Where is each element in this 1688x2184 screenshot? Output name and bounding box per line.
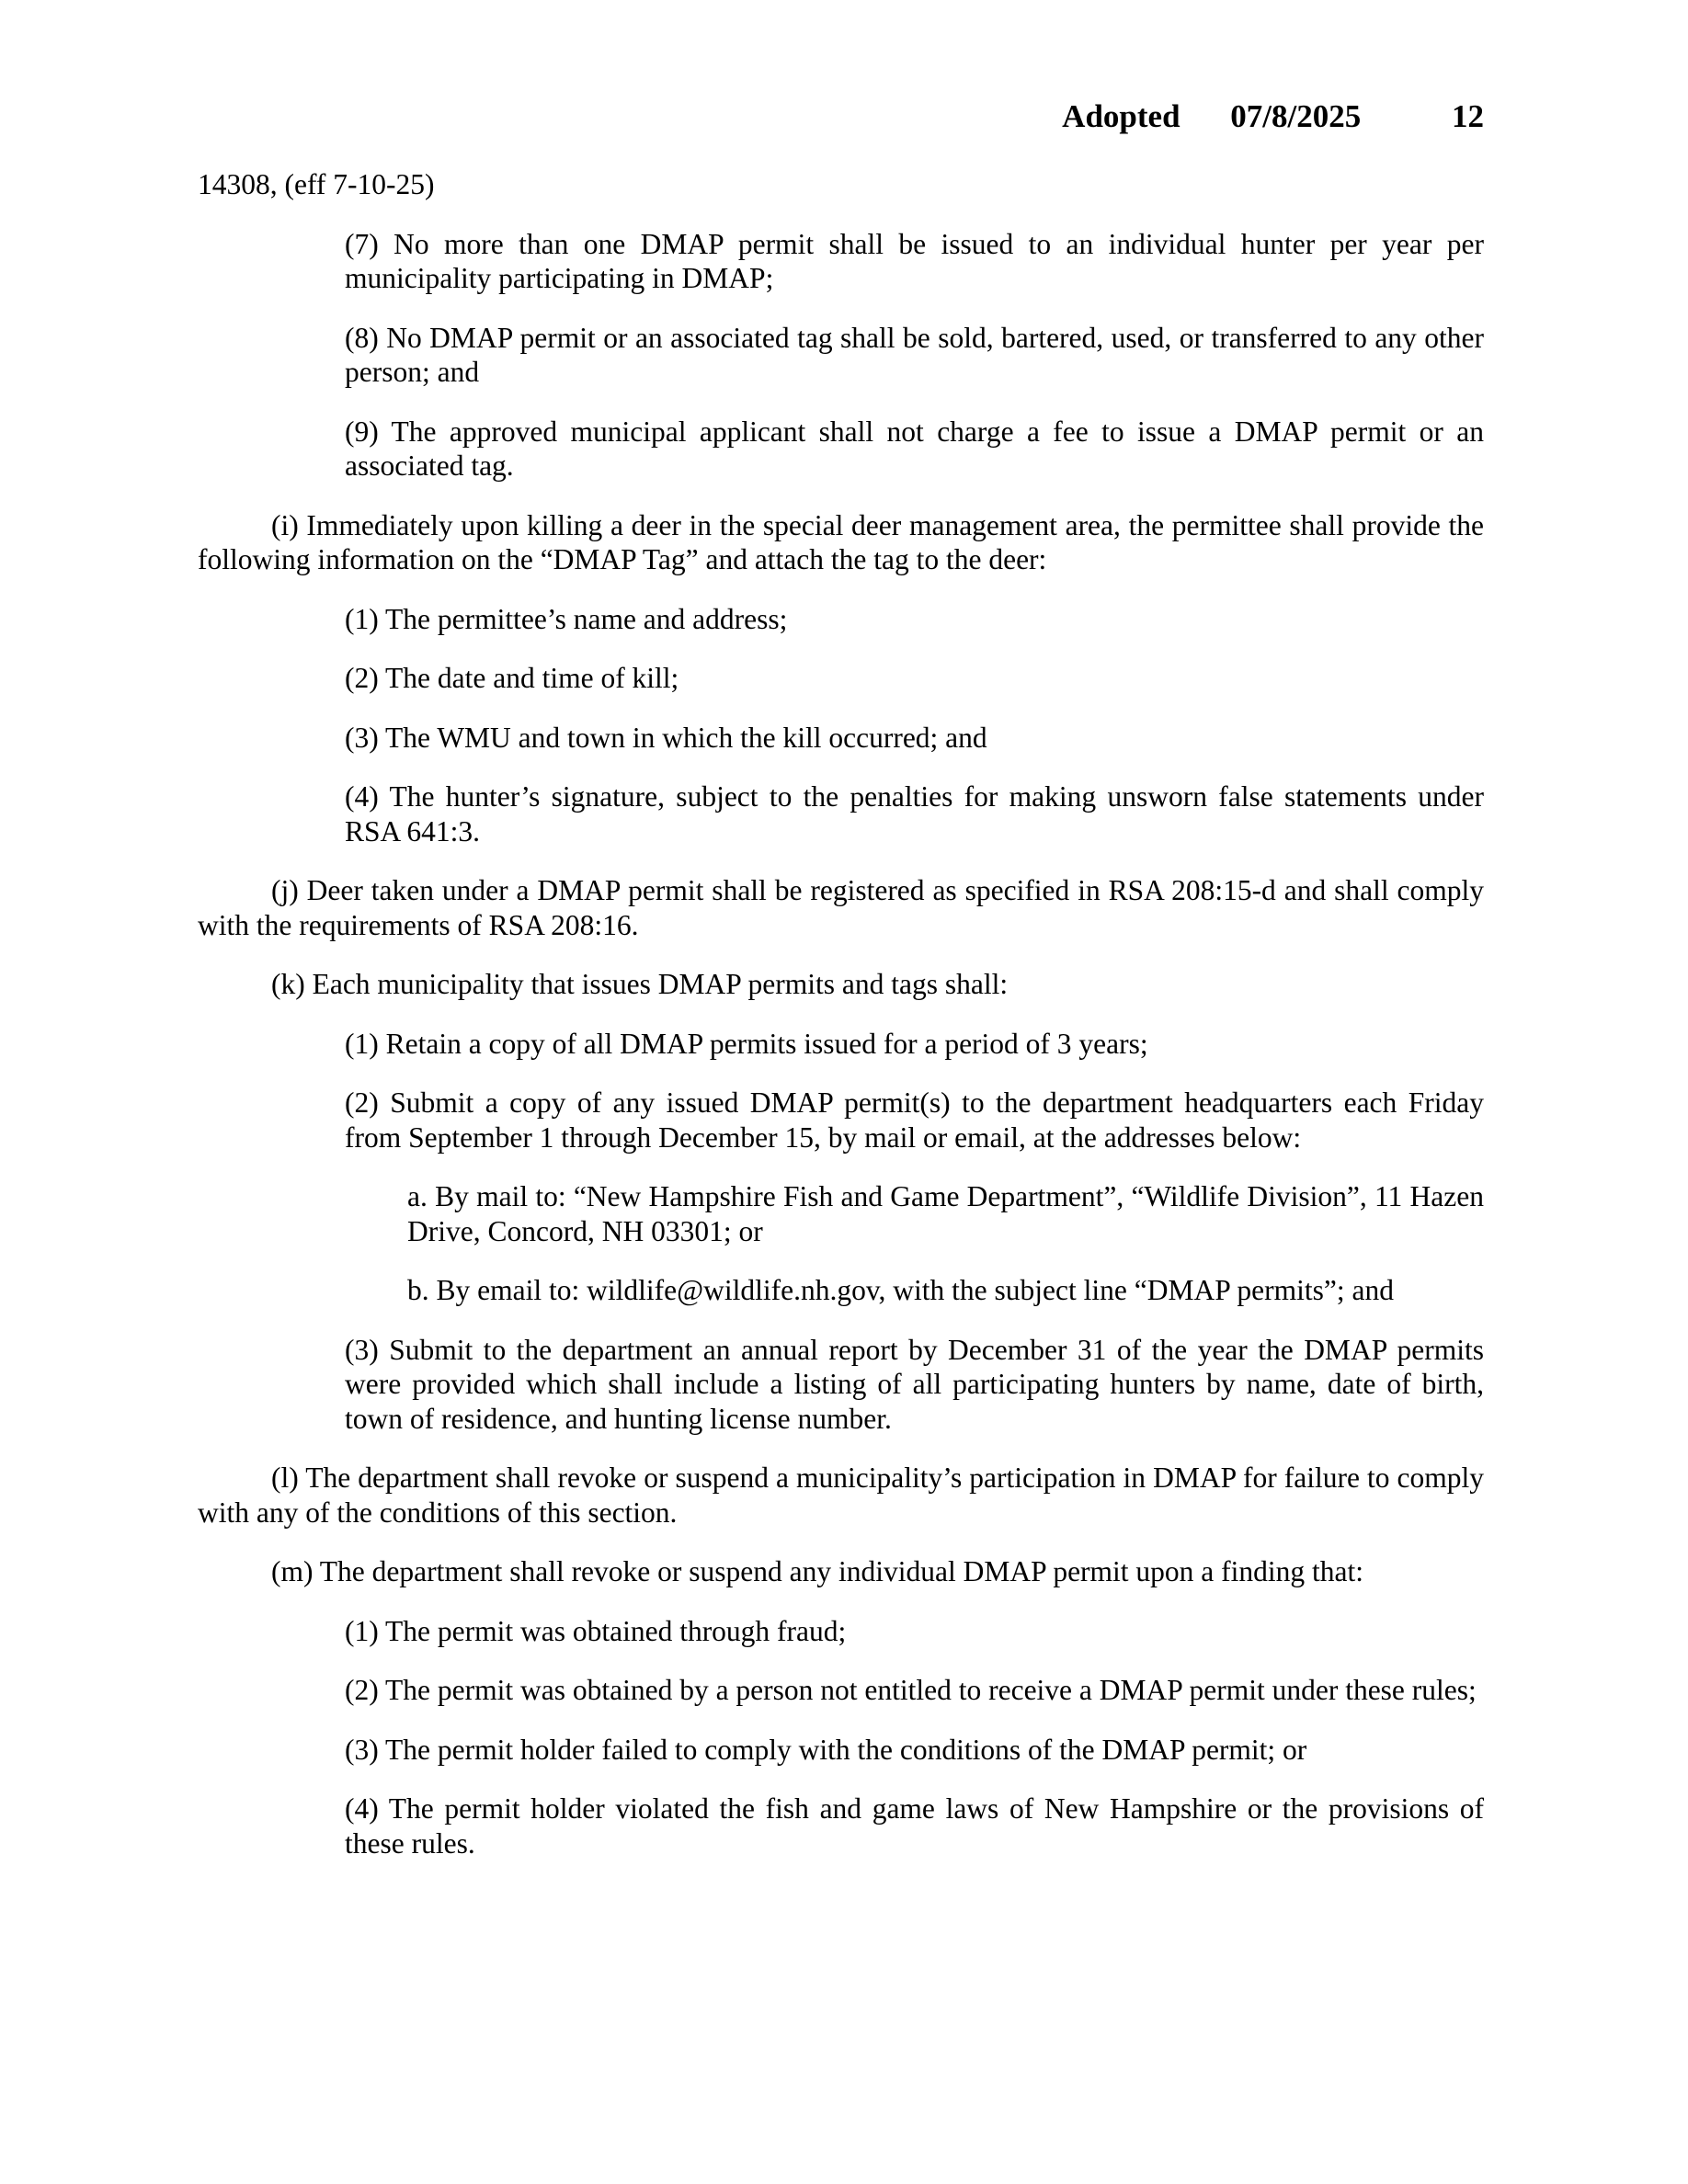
paragraph-h7: (7) No more than one DMAP permit shall be issued to an individual hunter per year per municipality participating in DMAP; <box>345 227 1484 294</box>
paragraph-k2a: a. By mail to: “New Hampshire Fish and Game Department”, “Wildlife Division”, 11 Hazen Drive, Concord, NH 03301; or <box>407 1180 1484 1247</box>
paragraph-i: (i) Immediately upon killing a deer in the special deer management area, the permittee shall provide the following information on the “DMAP Tag” and attach the tag to the deer: <box>198 508 1484 575</box>
paragraph-m: (m) The department shall revoke or suspend any individual DMAP permit upon a finding that: <box>271 1555 1364 1587</box>
paragraph-m4: (4) The permit holder violated the fish and game laws of New Hampshire or the provisions of these rules. <box>345 1792 1484 1860</box>
adopted-date: 07/8/2025 <box>1230 98 1362 134</box>
page-number: 12 <box>1452 98 1484 134</box>
paragraph-k1: (1) Retain a copy of all DMAP permits issued for a period of 3 years; <box>345 1027 1148 1060</box>
document-body <box>198 167 1484 1885</box>
paragraph-k3: (3) Submit to the department an annual report by December 31 of the year the DMAP permits were provided which shall include a listing of all participating hunters by name, date of birth, town of residence, and hunting license number. <box>345 1333 1484 1435</box>
paragraph-i1: (1) The permittee’s name and address; <box>345 602 788 635</box>
paragraph-h9: (9) The approved municipal applicant shall not charge a fee to issue a DMAP permit or an associated tag. <box>345 415 1484 482</box>
paragraph-l: (l) The department shall revoke or suspend a municipality’s participation in DMAP for failure to comply with any of the conditions of this section. <box>198 1462 1484 1529</box>
adopted-label: Adopted <box>1062 98 1180 134</box>
paragraph-m1: (1) The permit was obtained through fraud; <box>345 1614 847 1647</box>
paragraph-h8: (8) No DMAP permit or an associated tag shall be sold, bartered, used, or transferred to any other person; and <box>345 321 1484 388</box>
paragraph-i3: (3) The WMU and town in which the kill occurred; and <box>345 721 987 754</box>
paragraph-k2b: b. By email to: wildlife@wildlife.nh.gov, with the subject line “DMAP permits”; and <box>407 1274 1394 1306</box>
paragraph-i2: (2) The date and time of kill; <box>345 662 679 694</box>
continuation-line: 14308, (eff 7-10-25) <box>198 168 435 200</box>
paragraph-m2: (2) The permit was obtained by a person not entitled to receive a DMAP permit under these rules; <box>345 1674 1477 1706</box>
paragraph-k: (k) Each municipality that issues DMAP permits and tags shall: <box>271 968 1009 1000</box>
paragraph-k2: (2) Submit a copy of any issued DMAP permit(s) to the department headquarters each Friday from September 1 through December 15, by mail or email, at the addresses below: <box>345 1086 1484 1154</box>
page-header <box>1062 97 1484 136</box>
paragraph-i4: (4) The hunter’s signature, subject to the penalties for making unsworn false statements under RSA 641:3. <box>345 780 1484 847</box>
paragraph-m3: (3) The permit holder failed to comply with the conditions of the DMAP permit; or <box>345 1733 1307 1766</box>
paragraph-j: (j) Deer taken under a DMAP permit shall be registered as specified in RSA 208:15-d and shall comply with the requirements of RSA 208:16. <box>198 874 1484 941</box>
